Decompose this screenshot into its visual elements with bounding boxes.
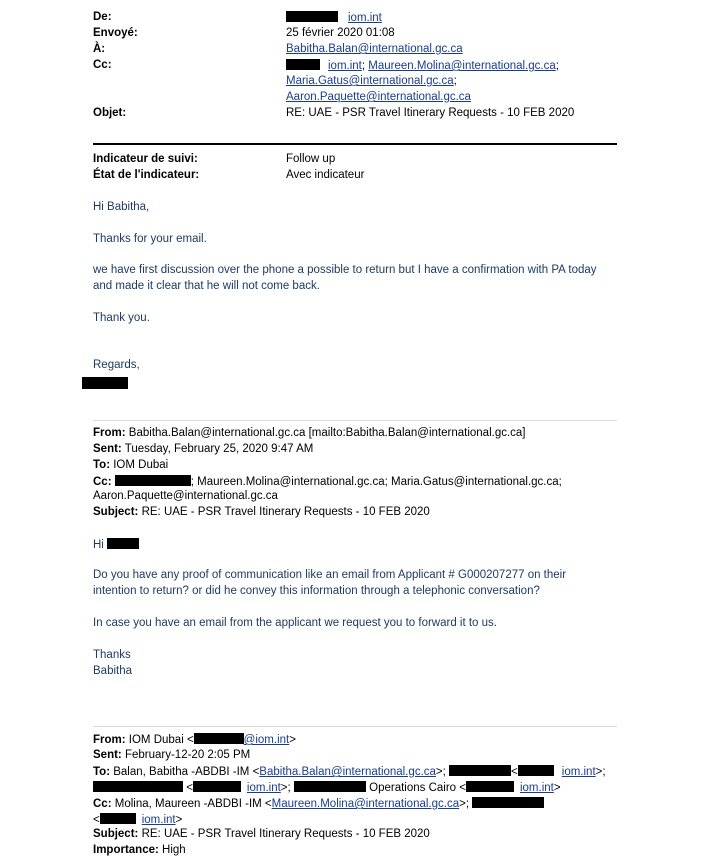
de-email-link[interactable]: iom.int	[348, 12, 382, 24]
msg3-to-iom-link-3[interactable]: iom.int	[519, 782, 554, 794]
redaction	[466, 781, 514, 792]
etat-value: Avec indicateur	[286, 169, 365, 181]
msg2-thanks: Thanks	[93, 649, 131, 661]
msg3-cc-line2: < iom.int>	[93, 814, 183, 826]
msg2-sent: Sent: Tuesday, February 25, 2020 9:47 AM	[93, 443, 314, 455]
header-divider	[93, 143, 617, 145]
msg3-to-babitha-link[interactable]: Babitha.Balan@international.gc.ca	[259, 766, 436, 778]
msg2-to: To: IOM Dubai	[93, 459, 169, 471]
msg3-cc: Cc: Molina, Maureen -ABDBI -IM <Maureen.Molina@international.gc.ca>;	[93, 797, 544, 810]
msg2-body-line2: intention to return? or did he convey this information through a telephonic conversation?	[93, 585, 540, 597]
cc-paquette-link[interactable]: Aaron.Paquette@international.gc.ca	[286, 91, 471, 103]
reply-body-line2: and made it clear that he will not come back.	[93, 280, 320, 292]
msg2-signature: Babitha	[93, 665, 133, 677]
msg3-to-iom-link-1[interactable]: iom.int	[561, 766, 596, 778]
cc-molina-link[interactable]: Maureen.Molina@international.gc.ca	[368, 60, 556, 72]
redaction	[518, 765, 554, 776]
message3-divider	[93, 726, 617, 727]
msg3-to: To: Balan, Babitha -ABDBI -IM <Babitha.Balan@international.gc.ca>; < iom.int>;	[93, 766, 606, 778]
cc-gatus-link[interactable]: Maria.Gatus@international.gc.ca	[286, 75, 454, 87]
msg2-from: From: Babitha.Balan@international.gc.ca [mailto:Babitha.Balan@international.gc.ca]	[93, 427, 526, 439]
msg3-to-line2: < iom.int>; Operations Cairo < iom.int>	[93, 781, 561, 794]
cc-label: Cc:	[93, 59, 112, 71]
redaction	[194, 733, 244, 744]
indicateur-value: Follow up	[286, 153, 336, 165]
msg3-cc-iom-link[interactable]: iom.int	[141, 814, 176, 826]
reply-regards: Regards,	[93, 359, 140, 371]
msg2-cc-line2: Aaron.Paquette@international.gc.ca	[93, 490, 278, 502]
msg3-from-email-link[interactable]: @iom.int	[243, 734, 290, 746]
a-label: À:	[93, 43, 106, 55]
redaction	[472, 797, 544, 808]
msg2-greeting: Hi	[93, 538, 139, 551]
objet-label: Objet:	[93, 107, 127, 119]
de-label: De:	[93, 11, 112, 23]
de-value	[286, 11, 382, 24]
signature-redaction	[82, 377, 128, 389]
msg3-from: From: IOM Dubai < @iom.int>	[93, 734, 296, 746]
envoye-label: Envoyé:	[93, 27, 138, 39]
redaction	[115, 475, 191, 486]
msg3-importance: Importance: High	[93, 844, 186, 856]
msg3-subject: Subject: RE: UAE - PSR Travel Itinerary Requests - 10 FEB 2020	[93, 828, 430, 840]
redaction	[93, 781, 183, 792]
redaction	[286, 11, 338, 22]
redaction	[107, 538, 139, 549]
reply-thanks: Thanks for your email.	[93, 233, 207, 245]
reply-thank-you: Thank you.	[93, 312, 150, 324]
cc-value-line1: iom.int; Maureen.Molina@international.gc.ca;	[286, 59, 559, 72]
reply-body-line1: we have first discussion over the phone a possible to return but I have a confirmation with PA today	[93, 264, 597, 276]
envoye-value: 25 février 2020 01:08	[286, 27, 395, 39]
redaction	[286, 59, 320, 70]
msg3-to-iom-link-2[interactable]: iom.int	[246, 782, 281, 794]
cc-value-line2: Maria.Gatus@international.gc.ca;	[286, 75, 457, 87]
msg3-sent: Sent: February-12-20 2:05 PM	[93, 749, 251, 761]
msg2-cc: Cc: ; Maureen.Molina@international.gc.ca; Maria.Gatus@international.gc.ca;	[93, 476, 562, 488]
msg3-cc-molina-link[interactable]: Maureen.Molina@international.gc.ca	[271, 798, 460, 810]
indicateur-label: Indicateur de suivi:	[93, 153, 198, 165]
a-email-link[interactable]: Babitha.Balan@international.gc.ca	[286, 43, 463, 55]
redaction	[449, 765, 511, 776]
redaction	[100, 813, 136, 824]
etat-label: État de l'indicateur:	[93, 169, 200, 181]
message2-divider	[93, 420, 617, 421]
cc-iom-link[interactable]: iom.int	[328, 60, 362, 72]
msg2-body-line1: Do you have any proof of communication like an email from Applicant # G000207277 on their	[93, 569, 567, 581]
reply-greeting: Hi Babitha,	[93, 201, 150, 213]
msg2-subject: Subject: RE: UAE - PSR Travel Itinerary Requests - 10 FEB 2020	[93, 506, 430, 518]
redaction	[294, 781, 366, 792]
objet-value: RE: UAE - PSR Travel Itinerary Requests - 10 FEB 2020	[286, 107, 575, 119]
redaction	[193, 781, 241, 792]
msg2-body-line3: In case you have an email from the applicant we request you to forward it to us.	[93, 617, 497, 629]
